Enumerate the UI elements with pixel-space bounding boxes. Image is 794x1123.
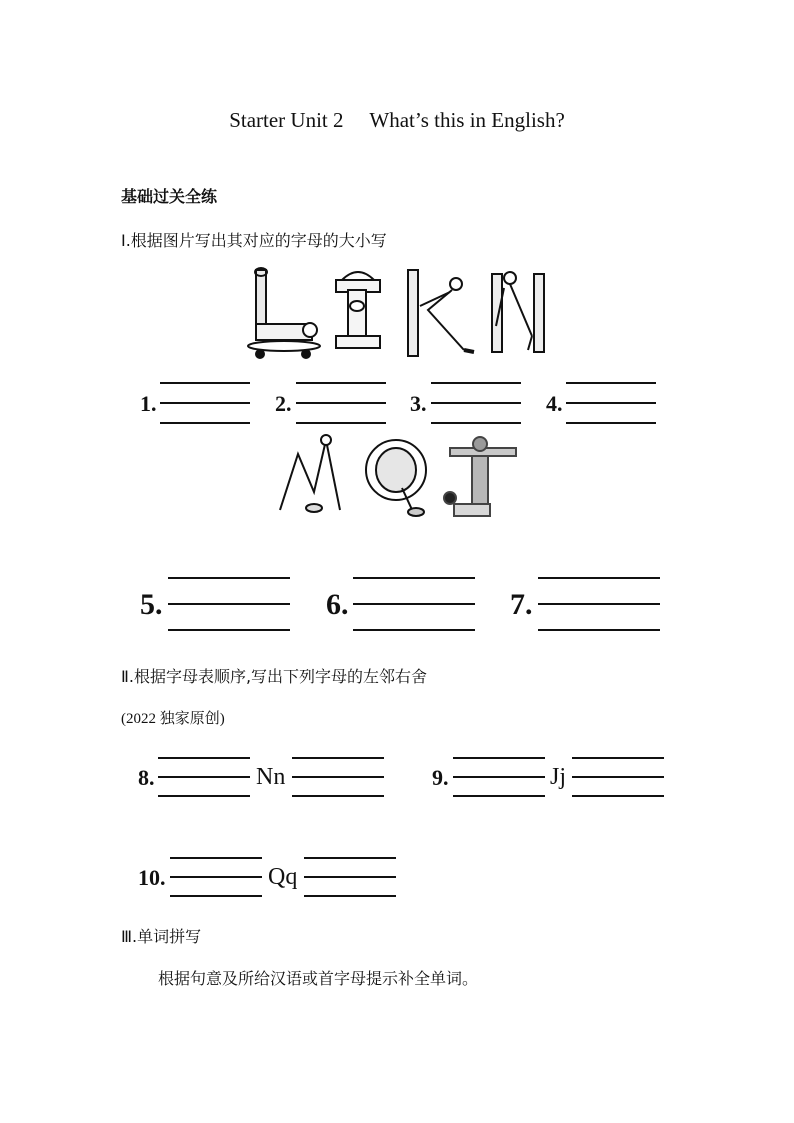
item-3-answer-lines[interactable] [431, 382, 521, 426]
item-7-label: 7. [510, 588, 533, 621]
item-1-answer-lines[interactable] [160, 382, 250, 426]
item-10-left-answer[interactable] [170, 857, 262, 899]
item-10-right-answer[interactable] [304, 857, 396, 899]
item-9-right-answer[interactable] [572, 757, 664, 799]
item-9-letter: Jj [550, 764, 567, 790]
section3-heading: Ⅲ.单词拼写 [121, 927, 202, 946]
item-10-label: 10. [138, 865, 166, 890]
figure-letter-i [330, 270, 386, 358]
item-4-answer-lines[interactable] [566, 382, 656, 426]
item-9-left-answer[interactable] [453, 757, 545, 799]
page-title: Starter Unit 2 What’s this in English? [229, 108, 565, 132]
figure-letter-n [488, 266, 548, 360]
figure-letter-j [440, 434, 520, 520]
figure-letter-q [360, 432, 434, 518]
item-1-label: 1. [140, 391, 157, 416]
section3-instruction: 根据句意及所给汉语或首字母提示补全单词。 [158, 969, 479, 988]
item-7-answer-lines[interactable] [538, 577, 660, 633]
item-2-answer-lines[interactable] [296, 382, 386, 426]
item-4-label: 4. [546, 391, 563, 416]
figure-letter-m [274, 432, 354, 516]
item-6-answer-lines[interactable] [353, 577, 475, 633]
figure-letter-l [246, 266, 324, 360]
item-8-label: 8. [138, 765, 155, 790]
practice-heading: 基础过关全练 [121, 187, 218, 206]
item-8-right-answer[interactable] [292, 757, 384, 799]
item-2-label: 2. [275, 391, 292, 416]
section2-note: (2022 独家原创) [121, 711, 225, 727]
item-8-left-answer[interactable] [158, 757, 250, 799]
figure-letter-k [404, 266, 476, 360]
item-5-answer-lines[interactable] [168, 577, 290, 633]
item-9-label: 9. [432, 765, 449, 790]
item-3-label: 3. [410, 391, 427, 416]
item-8-letter: Nn [256, 764, 286, 790]
section2-heading: Ⅱ.根据字母表顺序,写出下列字母的左邻右舍 [121, 667, 428, 686]
item-6-label: 6. [326, 588, 349, 621]
item-5-label: 5. [140, 588, 163, 621]
item-10-letter: Qq [268, 864, 298, 890]
section1-heading: Ⅰ.根据图片写出其对应的字母的大小写 [121, 231, 387, 250]
